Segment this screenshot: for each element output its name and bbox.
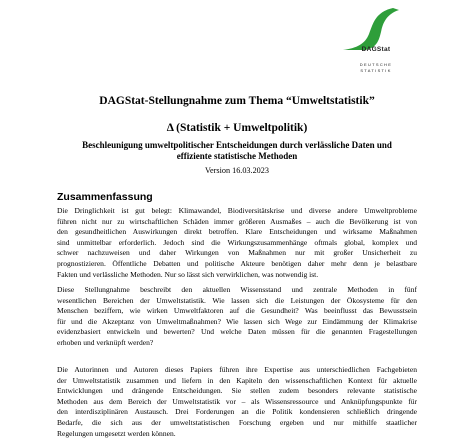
subtitle-line: Beschleunigung umweltpolitischer Entscheidungen durch verlässliche Daten und xyxy=(82,140,392,150)
summary-paragraph-2 xyxy=(57,285,417,349)
paragraph-line: sind unmittelbar erforderlich. Jedoch sind die Wirkungszusammenhänge oftmals global, komplex und xyxy=(57,237,417,247)
document-subtitle xyxy=(40,140,434,162)
paragraph-line: Diese Stellungnahme beschreibt den aktuellen Wissensstand und zentrale Methoden in fünf xyxy=(57,285,417,294)
paragraph-line: evidenzbasiert entwickeln und bewerten? Und welche Daten müssen für die genannten Fragestellungen xyxy=(57,327,417,337)
subtitle-line: effiziente statistische Methoden xyxy=(176,151,298,161)
delta-formula-line: Δ (Statistik + Umweltpolitik) xyxy=(166,122,308,134)
paragraph-line: den interdisziplinären Austausch. Drei Forderungen an die Politik kondensieren schließlich dringende xyxy=(57,407,417,417)
paragraph-line: Methoden aus dem Bereich der Umweltstatistik vor – als Wissensressource und Anknüpfungspunkte für xyxy=(57,396,417,406)
document-title: DAGStat-Stellungnahme zum Thema “Umweltstatistik” xyxy=(99,95,375,107)
summary-paragraph-1 xyxy=(57,206,417,280)
paragraph-line: für und die Akzeptanz von Umweltmaßnahmen? Wie lassen sich Wege zur Eindämmung der Klimakrise xyxy=(57,316,417,326)
document-version: Version 16.03.2023 xyxy=(205,166,269,175)
logo-swoosh-shape xyxy=(343,8,399,50)
paragraph-line: schwer nachzuweisen und daher Wirkungen von Maßnahmen nur mit großer Unsicherheit zu xyxy=(57,248,417,258)
logo-swoosh-icon xyxy=(335,6,417,62)
paragraph-line: wesentlichen Bereichen der Umweltstatistik. Wie lassen sich die Leistungen der Ökosysteme für den xyxy=(57,295,417,305)
paragraph-line: den gesundheitlichen Auswirkungen direkt betroffen. Klare Entscheidungen und wirksame Maßnahmen xyxy=(57,227,417,237)
logo-name: DAGStat xyxy=(361,46,391,53)
section-heading: Zusammenfassung xyxy=(57,191,153,203)
paragraph-line: Bedarfe, die sich aus der umweltstatistischen Forschung ergeben und nur mithilfe staatlicher xyxy=(57,417,417,427)
paragraph-line: führen nicht nur zu wirtschaftlichen Schäden immer größeren Ausmaßes – auch die Bevölkerung ist von xyxy=(57,216,417,226)
paragraph-line: Regelungen umgesetzt werden können. xyxy=(57,428,176,438)
logo-subtitle-line-2: STATISTIK xyxy=(360,68,392,73)
summary-paragraph-3 xyxy=(57,365,417,439)
paragraph-line: Menschen beziffern, wie wirken Umweltfaktoren auf die Gesundheit? Was beeinflusst das Bewusstsein xyxy=(57,306,417,316)
paragraph-line: der Umweltstatistik zusammen und liefern in den Kapiteln den wissenschaftlichen Kontext für aktuelle xyxy=(57,375,417,385)
paragraph-line: Die Dringlichkeit ist gut belegt: Klimawandel, Biodiversitätskrise und diverse andere Umweltprobleme xyxy=(57,206,417,215)
logo-subtitle-line-1: DEUTSCHE xyxy=(359,62,393,67)
paragraph-line: Fakten und verlässliche Methoden. Nur so lässt sich verwirklichen, was notwendig ist. xyxy=(57,269,319,279)
paragraph-line: Die Autorinnen und Autoren dieses Papiers führen ihre Expertise aus unterschiedlichen Fachgebieten xyxy=(57,365,417,374)
paragraph-line: Entwicklungen und drängende Entscheidungen. Sie stellen zudem besonders relevante statistische xyxy=(57,386,417,396)
dagstat-logo xyxy=(335,6,417,78)
paragraph-line: erhoben und verknüpft werden? xyxy=(57,337,154,347)
paragraph-line: prognostizieren. Öffentliche Debatten und politische Akteure benötigen daher mehr denn je belastbare xyxy=(57,258,417,268)
